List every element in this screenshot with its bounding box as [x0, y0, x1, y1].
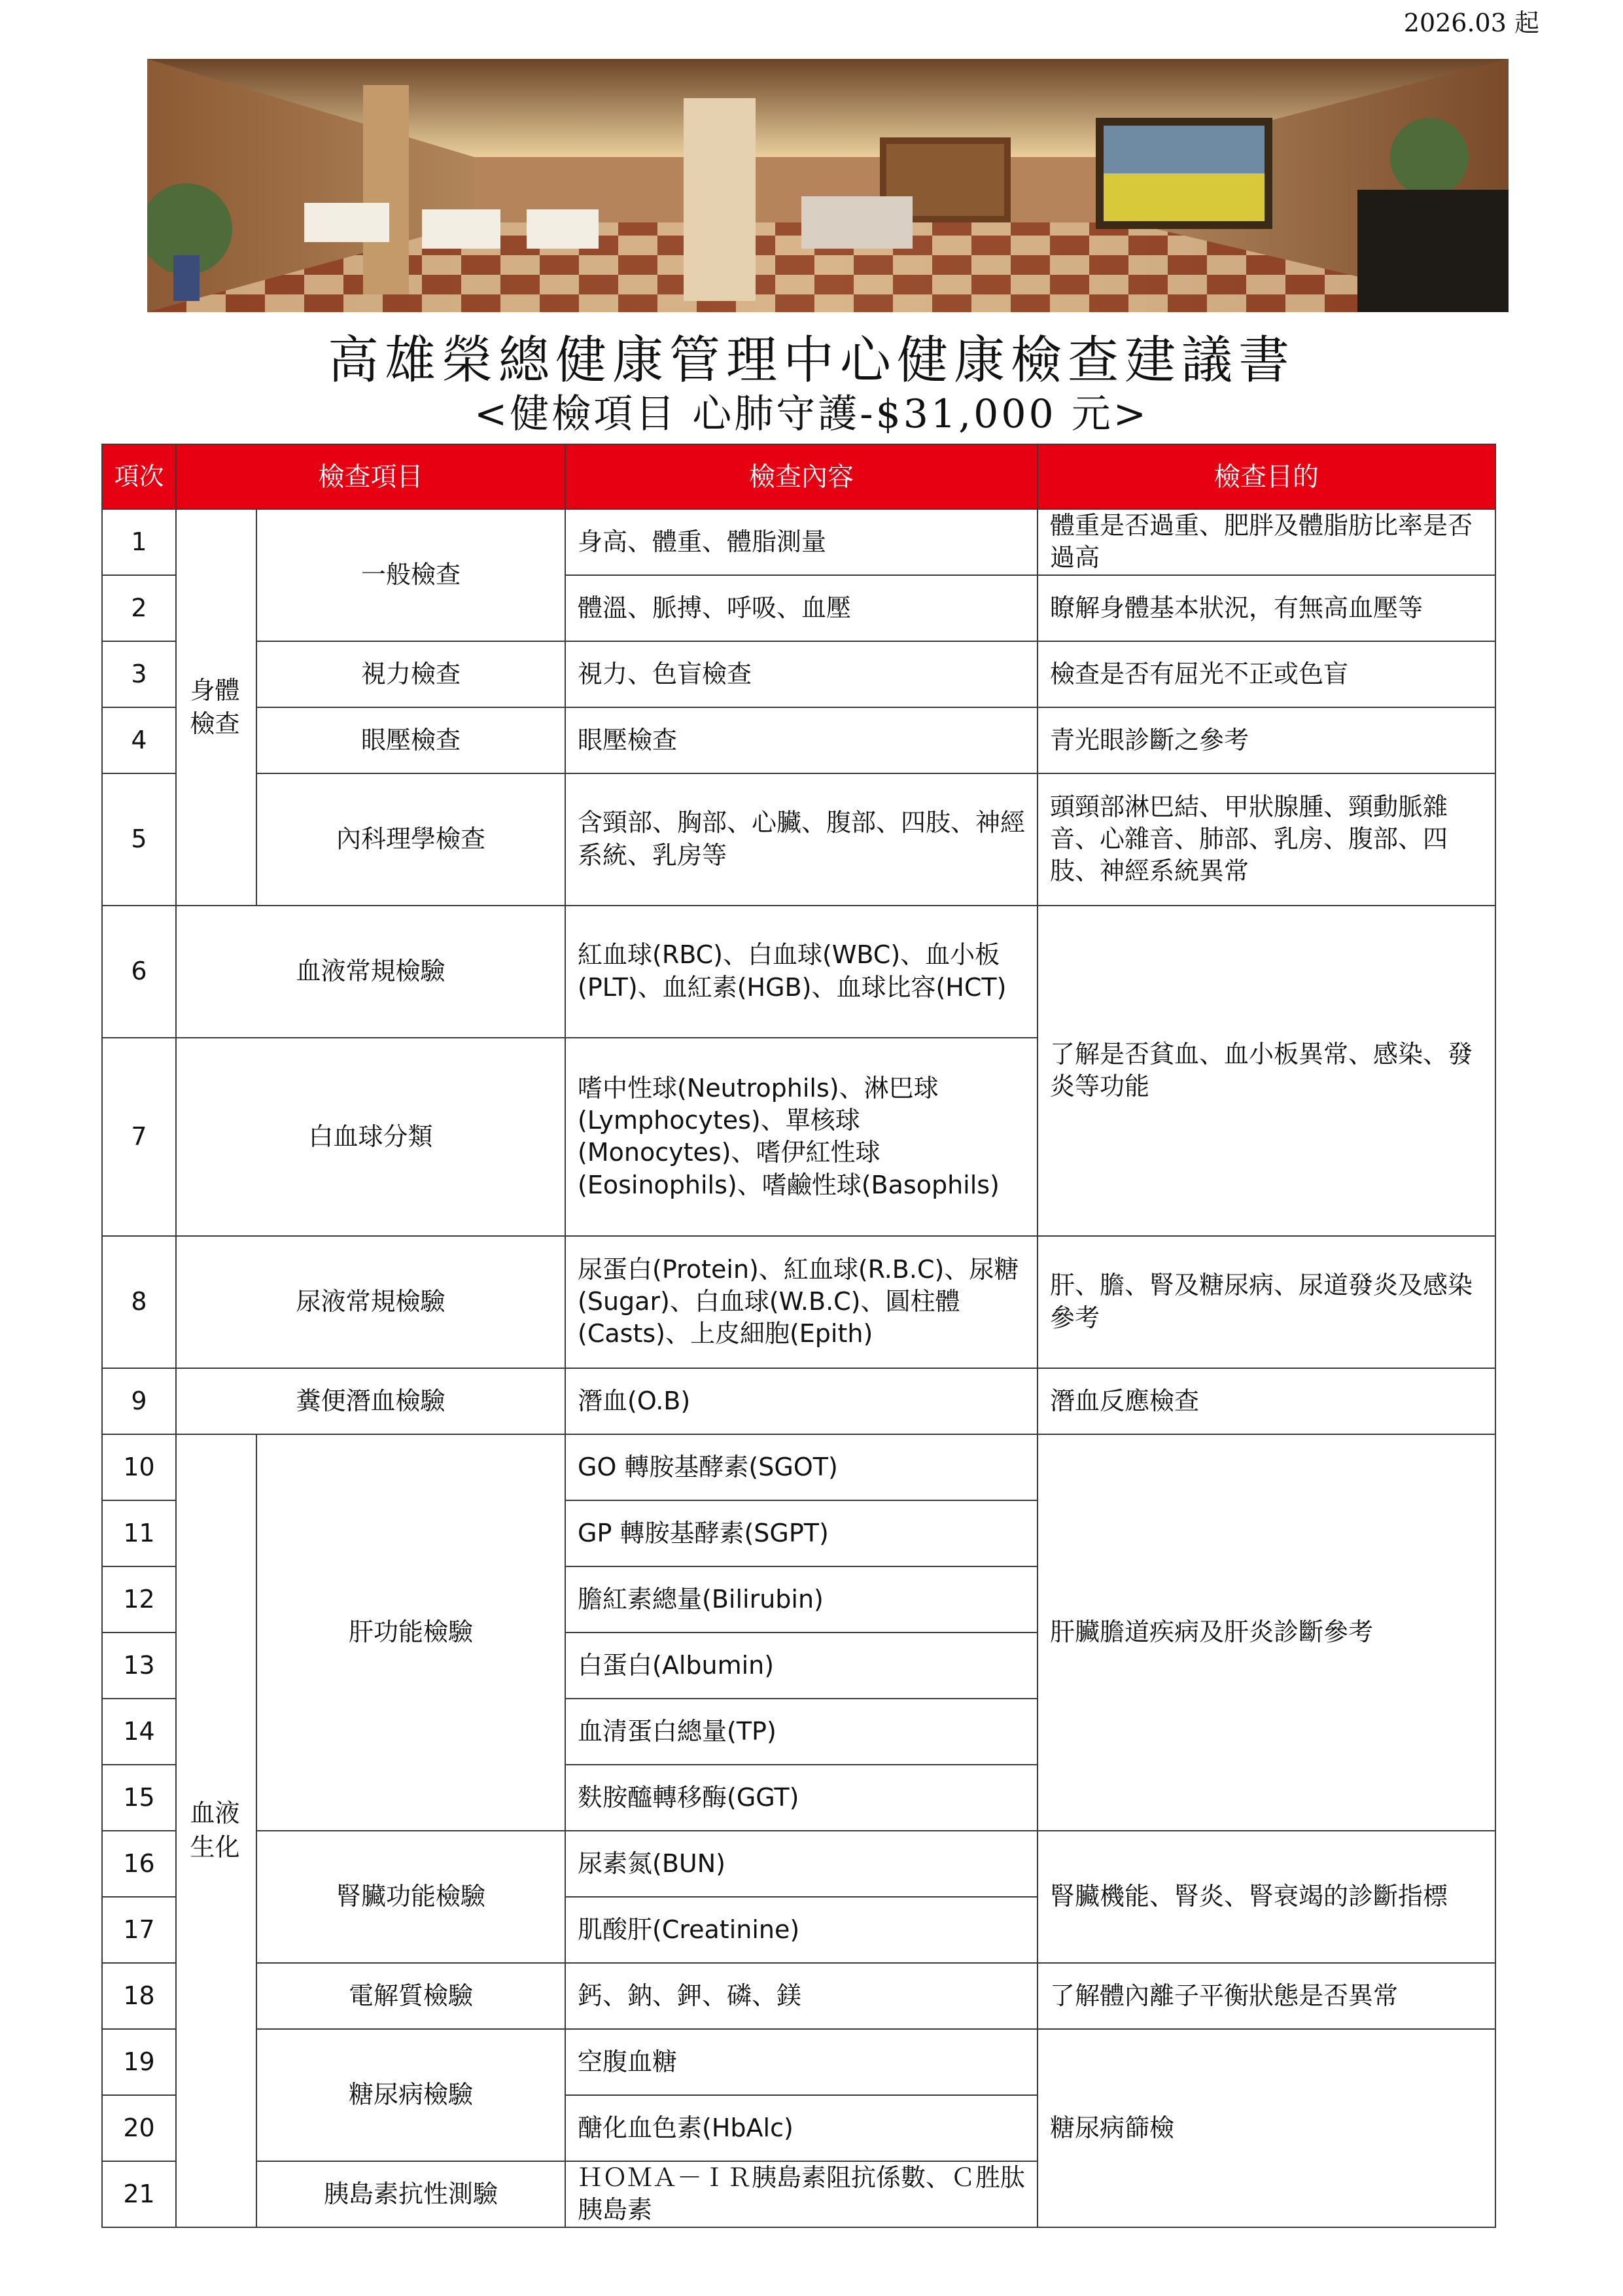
lobby-banner-image	[147, 59, 1509, 312]
group-body-check: 身體檢查	[176, 509, 256, 906]
row-number: 2	[102, 575, 176, 641]
content-cell: GP 轉胺基酵素(SGPT)	[565, 1500, 1038, 1566]
row-number: 16	[102, 1831, 176, 1897]
row-number: 1	[102, 509, 176, 575]
content-cell: 潛血(O.B)	[565, 1368, 1038, 1434]
purpose-cell: 肝、膽、腎及糖尿病、尿道發炎及感染參考	[1038, 1236, 1495, 1368]
category-cell: 糖尿病檢驗	[256, 2029, 565, 2161]
purpose-cell: 頭頸部淋巴結、甲狀腺腫、頸動脈雜音、心雜音、肺部、乳房、腹部、四肢、神經系統異常	[1038, 773, 1495, 906]
content-cell: ＨＯＭＡ－ＩＲ胰島素阻抗係數、Ｃ胜肽胰島素	[565, 2161, 1038, 2227]
row-number: 3	[102, 641, 176, 707]
table-row	[102, 641, 1495, 707]
category-cell: 一般檢查	[256, 509, 565, 641]
purpose-cell: 體重是否過重、肥胖及體脂肪比率是否過高	[1038, 509, 1495, 575]
group-blood-biochem: 血液生化	[176, 1434, 256, 2227]
content-cell: 紅血球(RBC)、白血球(WBC)、血小板(PLT)、血紅素(HGB)、血球比容(HCT)	[565, 906, 1038, 1038]
row-number: 6	[102, 906, 176, 1038]
table-row	[102, 773, 1495, 906]
purpose-cell: 了解體內離子平衡狀態是否異常	[1038, 1963, 1495, 2029]
row-number: 12	[102, 1566, 176, 1633]
content-cell: 血清蛋白總量(TP)	[565, 1699, 1038, 1765]
row-number: 4	[102, 707, 176, 773]
table-row	[102, 509, 1495, 575]
category-cell: 糞便潛血檢驗	[176, 1368, 565, 1434]
content-cell: 肌酸肝(Creatinine)	[565, 1897, 1038, 1963]
table-row	[102, 2029, 1495, 2095]
category-cell: 視力檢查	[256, 641, 565, 707]
purpose-cell: 腎臟機能、腎炎、腎衰竭的診斷指標	[1038, 1831, 1495, 1963]
purpose-cell: 糖尿病篩檢	[1038, 2029, 1495, 2227]
content-cell: 膽紅素總量(Bilirubin)	[565, 1566, 1038, 1633]
content-cell: 尿蛋白(Protein)、紅血球(R.B.C)、尿糖(Sugar)、白血球(W.B.C)、圓柱體(Casts)、上皮細胞(Epith)	[565, 1236, 1038, 1368]
category-cell: 胰島素抗性測驗	[256, 2161, 565, 2227]
row-number: 17	[102, 1897, 176, 1963]
category-cell: 肝功能檢驗	[256, 1434, 565, 1831]
header-check-purpose: 檢查目的	[1038, 444, 1495, 509]
header-check-item: 檢查項目	[176, 444, 565, 509]
category-cell: 血液常規檢驗	[176, 906, 565, 1038]
purpose-cell: 瞭解身體基本狀況，有無高血壓等	[1038, 575, 1495, 641]
row-number: 19	[102, 2029, 176, 2095]
row-number: 21	[102, 2161, 176, 2227]
row-number: 5	[102, 773, 176, 906]
row-number: 13	[102, 1633, 176, 1699]
category-cell: 眼壓檢查	[256, 707, 565, 773]
purpose-cell: 潛血反應檢查	[1038, 1368, 1495, 1434]
content-cell: 尿素氮(BUN)	[565, 1831, 1038, 1897]
content-cell: 醣化血色素(HbAlc)	[565, 2095, 1038, 2161]
row-number: 9	[102, 1368, 176, 1434]
checkup-items-table	[101, 444, 1496, 2228]
table-header-row	[102, 444, 1495, 509]
table-row	[102, 1368, 1495, 1434]
row-number: 18	[102, 1963, 176, 2029]
row-number: 10	[102, 1434, 176, 1500]
header-item-number: 項次	[102, 444, 176, 509]
table-row	[102, 906, 1495, 1038]
content-cell: 鈣、鈉、鉀、磷、鎂	[565, 1963, 1038, 2029]
effective-date: 2026.03 起	[1403, 9, 1539, 37]
purpose-cell: 了解是否貧血、血小板異常、感染、發炎等功能	[1038, 906, 1495, 1236]
table-row	[102, 1963, 1495, 2029]
content-cell: 白蛋白(Albumin)	[565, 1633, 1038, 1699]
row-number: 8	[102, 1236, 176, 1368]
content-cell: 含頸部、胸部、心臟、腹部、四肢、神經系統、乳房等	[565, 773, 1038, 906]
category-cell: 腎臟功能檢驗	[256, 1831, 565, 1963]
content-cell: GO 轉胺基酵素(SGOT)	[565, 1434, 1038, 1500]
row-number: 20	[102, 2095, 176, 2161]
purpose-cell: 青光眼診斷之參考	[1038, 707, 1495, 773]
package-subtitle: <健檢項目 心肺守護-$31,000 元>	[474, 391, 1149, 437]
row-number: 11	[102, 1500, 176, 1566]
content-cell: 空腹血糖	[565, 2029, 1038, 2095]
table-row	[102, 707, 1495, 773]
header-check-content: 檢查內容	[565, 444, 1038, 509]
category-cell: 白血球分類	[176, 1038, 565, 1236]
content-cell: 身高、體重、體脂測量	[565, 509, 1038, 575]
table-row	[102, 1236, 1495, 1368]
content-cell: 眼壓檢查	[565, 707, 1038, 773]
purpose-cell: 肝臟膽道疾病及肝炎診斷參考	[1038, 1434, 1495, 1831]
row-number: 15	[102, 1765, 176, 1831]
content-cell: 麩胺醯轉移酶(GGT)	[565, 1765, 1038, 1831]
row-number: 14	[102, 1699, 176, 1765]
category-cell: 電解質檢驗	[256, 1963, 565, 2029]
document-title: 高雄榮總健康管理中心健康檢查建議書	[327, 331, 1295, 390]
category-cell: 內科理學檢查	[256, 773, 565, 906]
content-cell: 體溫、脈搏、呼吸、血壓	[565, 575, 1038, 641]
row-number: 7	[102, 1038, 176, 1236]
table-row	[102, 1434, 1495, 1500]
table-row	[102, 1831, 1495, 1897]
content-cell: 嗜中性球(Neutrophils)、淋巴球(Lymphocytes)、單核球(Monocytes)、嗜伊紅性球(Eosinophils)、嗜鹼性球(Basophils)	[565, 1038, 1038, 1236]
content-cell: 視力、色盲檢查	[565, 641, 1038, 707]
purpose-cell: 檢查是否有屈光不正或色盲	[1038, 641, 1495, 707]
category-cell: 尿液常規檢驗	[176, 1236, 565, 1368]
